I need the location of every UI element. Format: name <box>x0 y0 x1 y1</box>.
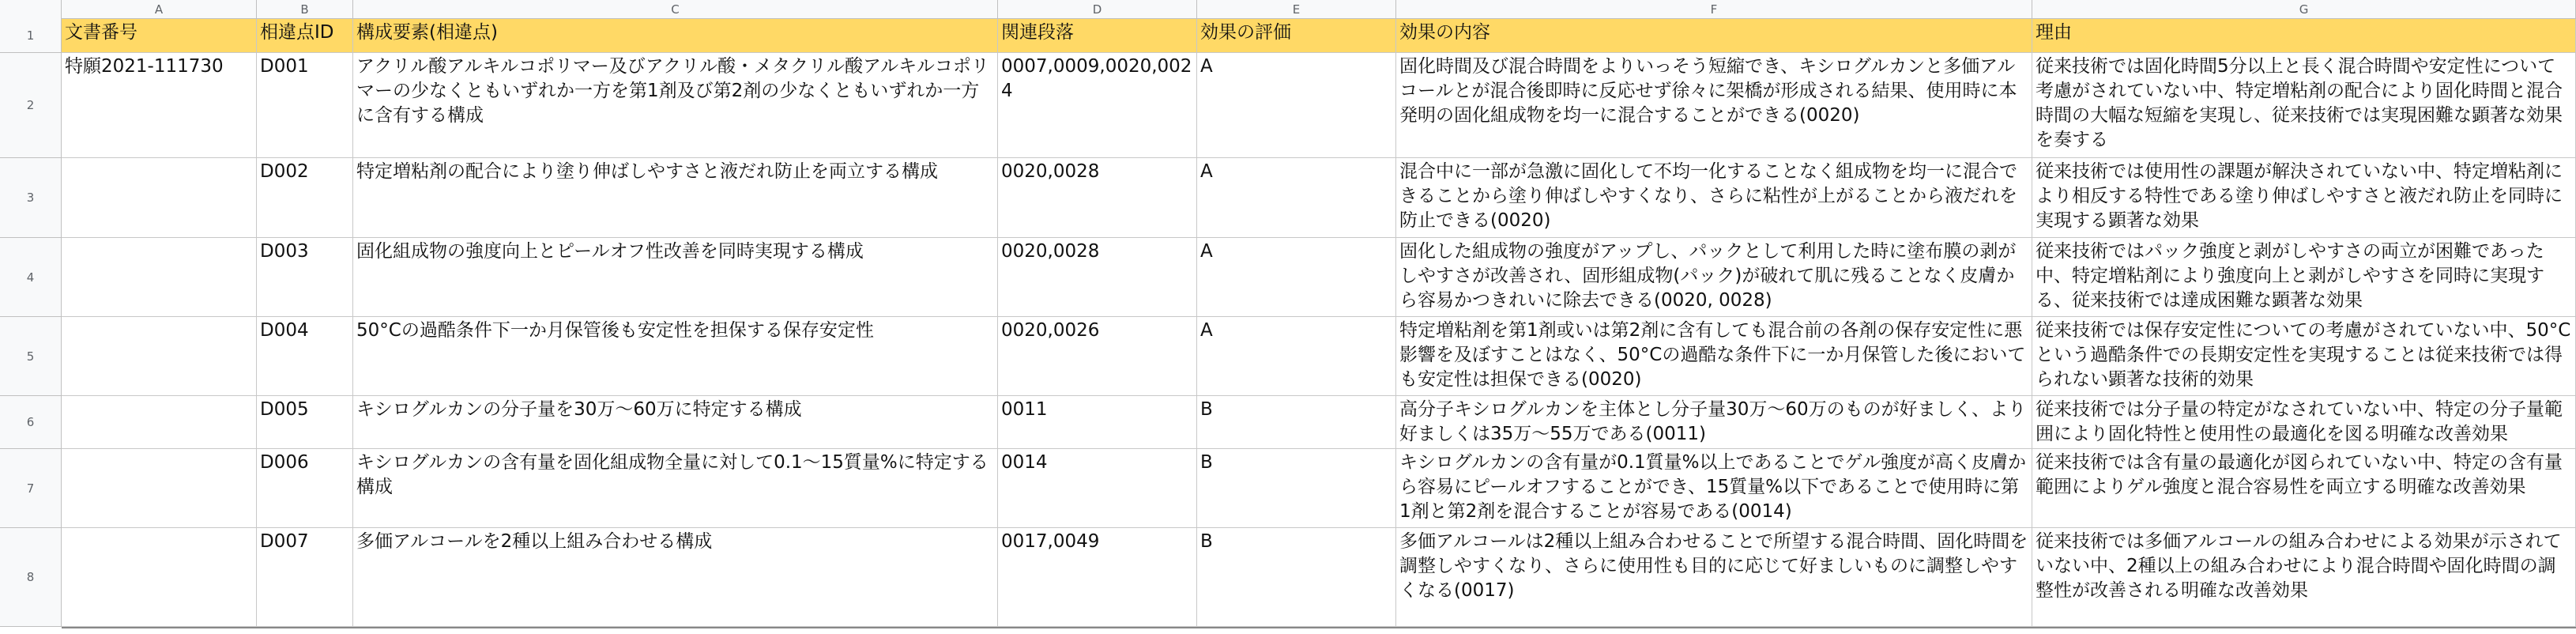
header-cell-effect-content[interactable]: 効果の内容 <box>1396 19 2032 53</box>
select-all-corner[interactable] <box>0 0 62 19</box>
column-header-c[interactable]: C <box>353 0 998 19</box>
cell-related-paragraphs[interactable]: 0020,0026 <box>998 317 1197 396</box>
cell-related-paragraphs[interactable]: 0020,0028 <box>998 158 1197 238</box>
cell-effect-rating[interactable]: A <box>1197 317 1396 396</box>
cell-effect-content[interactable]: 固化時間及び混合時間をよりいっそう短縮でき、キシログルカンと多価アルコールとが混合後即時に反応せず徐々に架橋が形成される結果、使用時に本発明の固化組成物を均一に混合することができる(0020) <box>1396 53 2032 158</box>
cell-reason[interactable]: 従来技術では分子量の特定がなされていない中、特定の分子量範囲により固化特性と使用性の最適化を図る明確な改善効果 <box>2032 396 2576 449</box>
cell-component[interactable]: アクリル酸アルキルコポリマー及びアクリル酸・メタクリル酸アルキルコポリマーの少なくともいずれか一方を第1剤及び第2剤の少なくともいずれか一方に含有する構成 <box>353 53 998 158</box>
cell-document-number[interactable]: 特願2021-111730 <box>62 53 257 158</box>
cell-related-paragraphs[interactable]: 0007,0009,0020,0024 <box>998 53 1197 158</box>
cell-effect-rating[interactable]: A <box>1197 158 1396 238</box>
cell-component[interactable]: 多価アルコールを2種以上組み合わせる構成 <box>353 528 998 627</box>
row-header-5[interactable]: 5 <box>0 317 62 396</box>
header-cell-document-number[interactable]: 文書番号 <box>62 19 257 53</box>
column-header-a[interactable]: A <box>62 0 257 19</box>
cell-component[interactable]: キシログルカンの含有量を固化組成物全量に対して0.1〜15質量%に特定する構成 <box>353 449 998 528</box>
cell-document-number[interactable] <box>62 158 257 238</box>
cell-related-paragraphs[interactable]: 0017,0049 <box>998 528 1197 627</box>
row-header-2[interactable]: 2 <box>0 53 62 158</box>
cell-reason[interactable]: 従来技術では保存安定性についての考慮がされていない中、50°Cという過酷条件での長期安定性を実現することは従来技術では得られない顕著な技術的効果 <box>2032 317 2576 396</box>
cell-effect-content[interactable]: キシログルカンの含有量が0.1質量%以上であることでゲル強度が高く皮膚から容易にピールオフすることができ、15質量%以下であることで使用時に第1剤と第2剤を混合することが容易である(0014) <box>1396 449 2032 528</box>
cell-effect-rating[interactable]: B <box>1197 396 1396 449</box>
cell-difference-id[interactable]: D003 <box>257 238 353 317</box>
row-header-1[interactable]: 1 <box>0 19 62 53</box>
header-cell-effect-rating[interactable]: 効果の評価 <box>1197 19 1396 53</box>
cell-document-number[interactable] <box>62 238 257 317</box>
cell-difference-id[interactable]: D005 <box>257 396 353 449</box>
cell-related-paragraphs[interactable]: 0020,0028 <box>998 238 1197 317</box>
header-cell-related-paragraphs[interactable]: 関連段落 <box>998 19 1197 53</box>
cell-difference-id[interactable]: D006 <box>257 449 353 528</box>
header-cell-difference-id[interactable]: 相違点ID <box>257 19 353 53</box>
cell-document-number[interactable] <box>62 396 257 449</box>
cell-effect-rating[interactable]: A <box>1197 53 1396 158</box>
table-bottom-border <box>62 627 2576 628</box>
cell-difference-id[interactable]: D001 <box>257 53 353 158</box>
cell-reason[interactable]: 従来技術では固化時間5分以上と長く混合時間や安定性について考慮がされていない中、特定増粘剤の配合により固化時間と混合時間の大幅な短縮を実現し、従来技術では実現困難な顕著な効果を奏する <box>2032 53 2576 158</box>
column-header-b[interactable]: B <box>257 0 353 19</box>
cell-difference-id[interactable]: D004 <box>257 317 353 396</box>
column-header-e[interactable]: E <box>1197 0 1396 19</box>
cell-effect-content[interactable]: 高分子キシログルカンを主体とし分子量30万〜60万のものが好ましく、より好ましくは35万〜55万である(0011) <box>1396 396 2032 449</box>
cell-related-paragraphs[interactable]: 0011 <box>998 396 1197 449</box>
cell-effect-content[interactable]: 固化した組成物の強度がアップし、パックとして利用した時に塗布膜の剥がしやすさが改善され、固形組成物(パック)が破れて肌に残ることなく皮膚から容易かつきれいに除去できる(0020, 0028) <box>1396 238 2032 317</box>
cell-reason[interactable]: 従来技術では多価アルコールの組み合わせによる効果が示されていない中、2種以上の組み合わせにより混合時間や固化時間の調整性が改善される明確な改善効果 <box>2032 528 2576 627</box>
header-cell-reason[interactable]: 理由 <box>2032 19 2576 53</box>
header-cell-component[interactable]: 構成要素(相違点) <box>353 19 998 53</box>
cell-component[interactable]: キシログルカンの分子量を30万〜60万に特定する構成 <box>353 396 998 449</box>
cell-effect-content[interactable]: 特定増粘剤を第1剤或いは第2剤に含有しても混合前の各剤の保存安定性に悪影響を及ぼすことはなく、50°Cの過酷な条件下に一か月保管した後においても安定性は担保できる(0020) <box>1396 317 2032 396</box>
cell-effect-rating[interactable]: B <box>1197 449 1396 528</box>
row-header-8[interactable]: 8 <box>0 528 62 627</box>
cell-effect-content[interactable]: 混合中に一部が急激に固化して不均一化することなく組成物を均一に混合できることから塗り伸ばしやすくなり、さらに粘性が上がることから液だれを防止できる(0020) <box>1396 158 2032 238</box>
column-header-f[interactable]: F <box>1396 0 2032 19</box>
cell-effect-rating[interactable]: B <box>1197 528 1396 627</box>
row-header-6[interactable]: 6 <box>0 396 62 449</box>
column-header-d[interactable]: D <box>998 0 1197 19</box>
cell-component[interactable]: 特定増粘剤の配合により塗り伸ばしやすさと液だれ防止を両立する構成 <box>353 158 998 238</box>
cell-reason[interactable]: 従来技術では使用性の課題が解決されていない中、特定増粘剤により相反する特性である塗り伸ばしやすさと液だれ防止を同時に実現する顕著な効果 <box>2032 158 2576 238</box>
cell-related-paragraphs[interactable]: 0014 <box>998 449 1197 528</box>
cell-component[interactable]: 固化組成物の強度向上とピールオフ性改善を同時実現する構成 <box>353 238 998 317</box>
cell-reason[interactable]: 従来技術ではパック強度と剥がしやすさの両立が困難であった中、特定増粘剤により強度向上と剥がしやすさを同時に実現する、従来技術では達成困難な顕著な効果 <box>2032 238 2576 317</box>
row-header-4[interactable]: 4 <box>0 238 62 317</box>
cell-document-number[interactable] <box>62 449 257 528</box>
cell-reason[interactable]: 従来技術では含有量の最適化が図られていない中、特定の含有量範囲によりゲル強度と混合容易性を両立する明確な改善効果 <box>2032 449 2576 528</box>
row-header-3[interactable]: 3 <box>0 158 62 238</box>
column-header-bar <box>0 0 2576 19</box>
cell-effect-content[interactable]: 多価アルコールは2種以上組み合わせることで所望する混合時間、固化時間を調整しやすくなり、さらに使用性も目的に応じて好ましいものに調整しやすくなる(0017) <box>1396 528 2032 627</box>
row-header-7[interactable]: 7 <box>0 449 62 528</box>
cell-document-number[interactable] <box>62 528 257 627</box>
cell-document-number[interactable] <box>62 317 257 396</box>
cell-component[interactable]: 50°Cの過酷条件下一か月保管後も安定性を担保する保存安定性 <box>353 317 998 396</box>
column-header-g[interactable]: G <box>2032 0 2576 19</box>
cell-effect-rating[interactable]: A <box>1197 238 1396 317</box>
cell-difference-id[interactable]: D007 <box>257 528 353 627</box>
cell-difference-id[interactable]: D002 <box>257 158 353 238</box>
